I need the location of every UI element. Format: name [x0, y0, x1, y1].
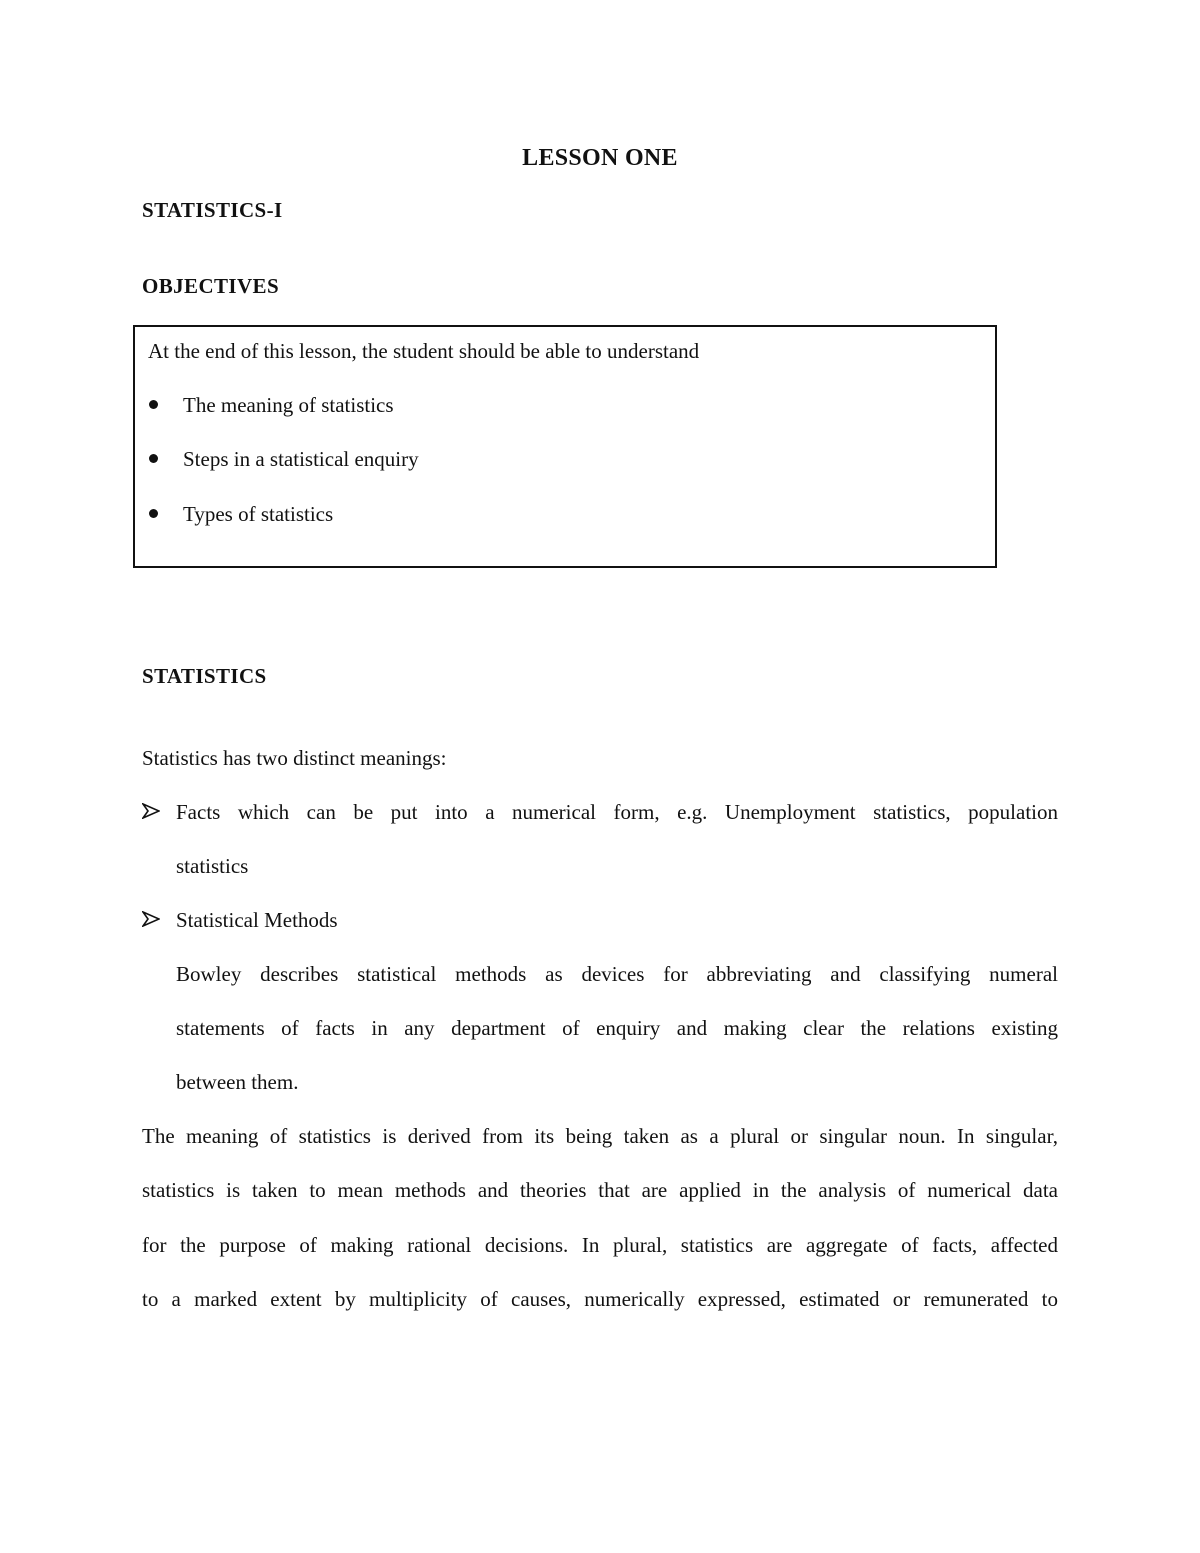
objectives-intro: At the end of this lesson, the student should be able to understand [148, 339, 700, 363]
arrow-bullet-icon [142, 803, 160, 819]
paragraph-line: The meaning of statistics is derived from its being taken as a plural or singular noun. In singular, [142, 1124, 1058, 1148]
paragraph-line: to a marked extent by multiplicity of causes, numerically expressed, estimated or remunerated to [142, 1287, 1058, 1311]
lesson-title: LESSON ONE [522, 145, 678, 171]
objectives-heading: OBJECTIVES [142, 274, 280, 298]
methods-description-line: Bowley describes statistical methods as devices for abbreviating and classifying numeral [176, 962, 1058, 986]
bullet-icon [149, 454, 158, 463]
methods-description-line: between them. [176, 1070, 299, 1094]
paragraph-line: statistics is taken to mean methods and theories that are applied in the analysis of numerical data [142, 1178, 1058, 1202]
statistics-heading: STATISTICS [142, 664, 267, 688]
objectives-box [133, 325, 997, 568]
bullet-icon [149, 509, 158, 518]
meaning-methods-label: Statistical Methods [176, 908, 338, 932]
paragraph-line: for the purpose of making rational decisions. In plural, statistics are aggregate of facts, affected [142, 1233, 1058, 1257]
meaning-facts-line: statistics [176, 854, 249, 878]
meaning-facts-line: Facts which can be put into a numerical form, e.g. Unemployment statistics, population [176, 800, 1058, 824]
intro-sentence: Statistics has two distinct meanings: [142, 746, 447, 770]
objective-item: The meaning of statistics [183, 393, 394, 417]
methods-description-line: statements of facts in any department of enquiry and making clear the relations existing [176, 1016, 1058, 1040]
bullet-icon [149, 400, 158, 409]
section-code-heading: STATISTICS-I [142, 198, 283, 222]
arrow-bullet-icon [142, 911, 160, 927]
objective-item: Types of statistics [183, 502, 334, 526]
objective-item: Steps in a statistical enquiry [183, 447, 419, 471]
